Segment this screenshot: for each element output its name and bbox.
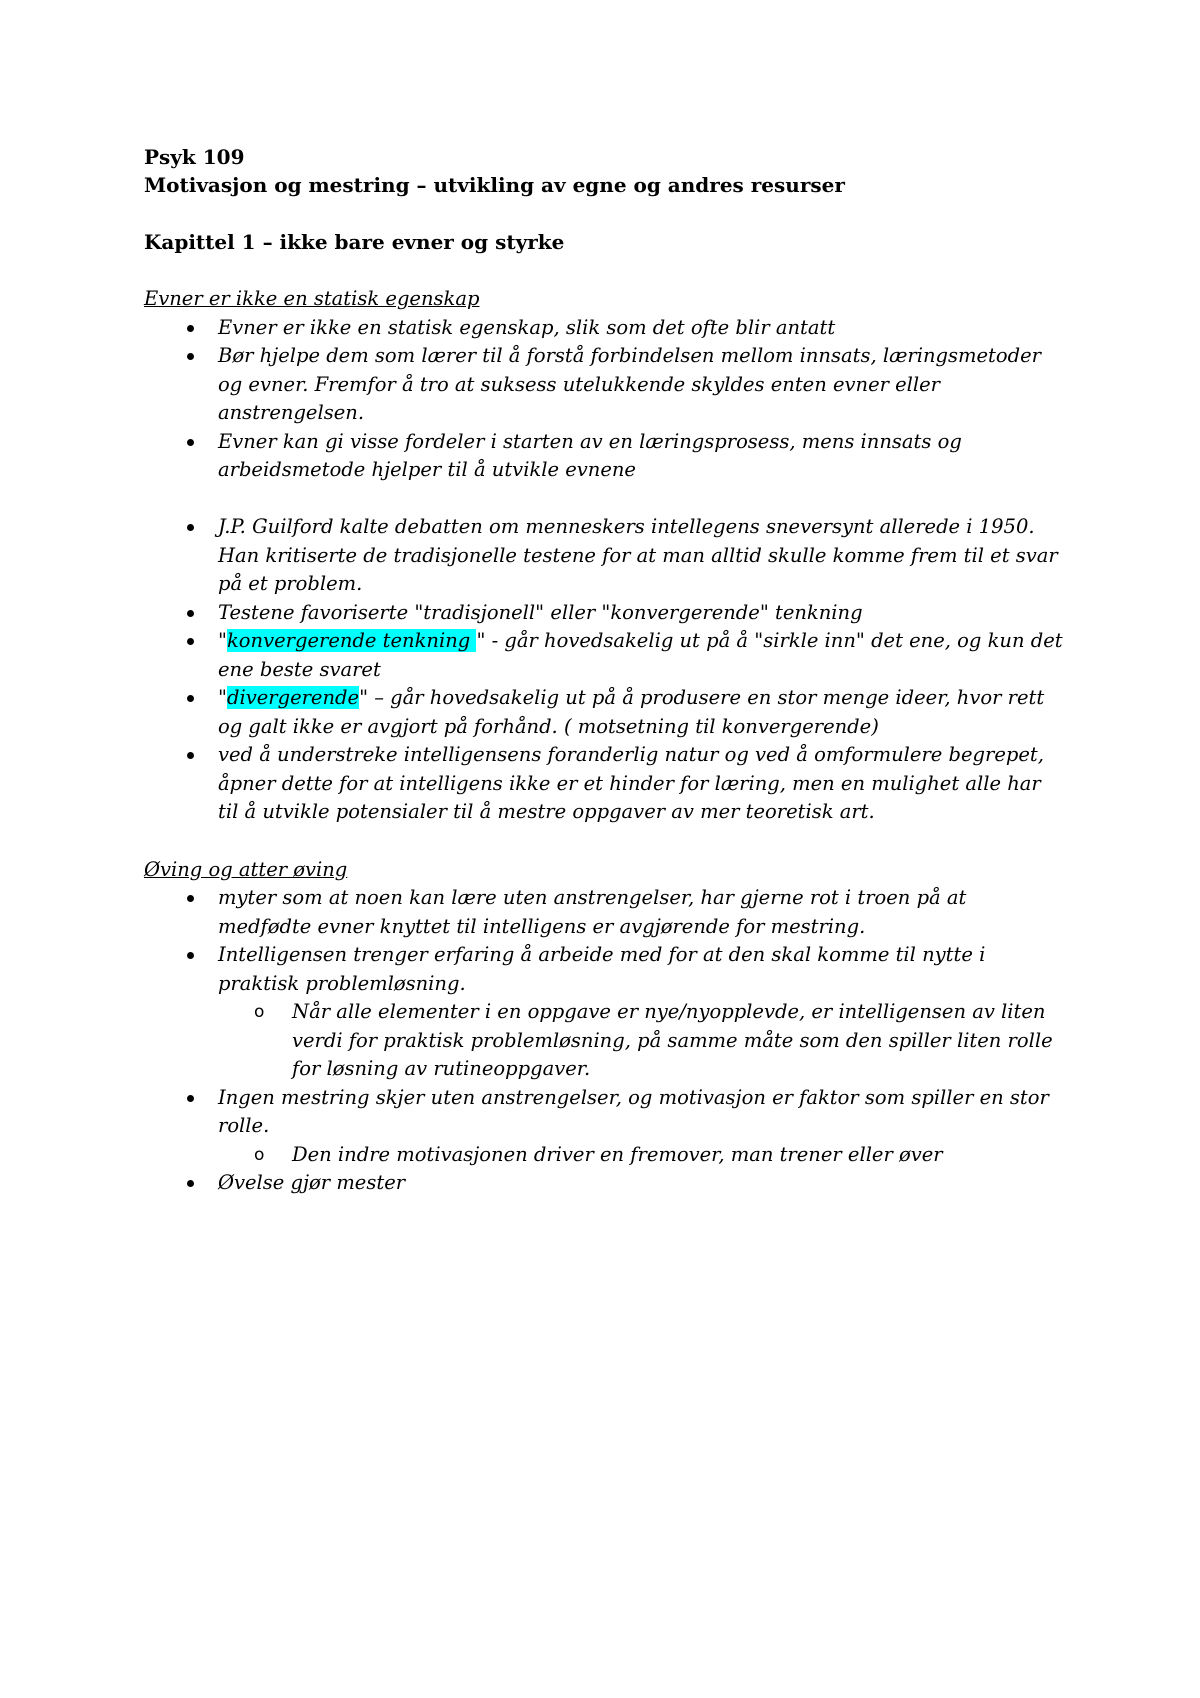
sub-list-item-text: Når alle elementer i en oppgave er nye/nyopplevde, er intelligensen av liten verdi for praktisk problemløsning, på samme måte som den spiller liten rolle for løsning av rutineoppgaver.: [292, 1000, 1053, 1080]
list-item: [144, 1084, 1064, 1141]
bullet-dot-icon: [187, 638, 194, 645]
list-item: [144, 884, 1064, 941]
document-body: [144, 143, 1064, 1198]
bullet-list-oving: [144, 884, 1064, 1198]
bullet-dot-icon: [187, 610, 194, 617]
sub-list-item: [144, 1141, 1064, 1170]
list-item-text: Intelligensen trenger erfaring å arbeide med for at den skal komme til nytte i praktisk problemløsning.: [218, 943, 986, 995]
bullet-dot-icon: [187, 695, 194, 702]
list-item: [144, 627, 1064, 684]
circle-outline-icon: o: [254, 1144, 265, 1165]
list-item-text: " – går hovedsakelig ut på å produsere en stor menge ideer, hvor rett og galt ikke er avgjort på forhånd. ( motsetning til konvergerende): [218, 686, 1045, 738]
list-item: [144, 428, 1064, 485]
list-item: [144, 342, 1064, 428]
bullet-list-evner: [144, 314, 1064, 827]
list-item: [144, 941, 1064, 998]
bullet-dot-icon: [187, 439, 194, 446]
list-item-text: ved å understreke intelligensens foranderlig natur og ved å omformulere begrepet, åpner dette for at intelligens ikke er et hinder for læring, men en mulighet alle har til å utvikle potensialer til å mestre oppgaver av mer teoretisk art.: [218, 743, 1044, 823]
circle-outline-icon: o: [254, 1002, 265, 1022]
list-item: [144, 741, 1064, 827]
list-item-text: Øvelse gjør mester: [218, 1171, 406, 1194]
bullet-dot-icon: [187, 1095, 194, 1102]
section-heading-oving: Øving og atter øving: [144, 857, 348, 881]
chapter-heading: Kapittel 1 – ikke bare evner og styrke: [144, 230, 565, 254]
list-item-text: Bør hjelpe dem som lærer til å forstå forbindelsen mellom innsats, læringsmetoder og evner. Fremfor å tro at suksess utelukkende skyldes enten evner eller anstrengelsen.: [218, 344, 1041, 424]
list-item: [144, 513, 1064, 599]
list-item: [144, 599, 1064, 628]
bullet-dot-icon: [187, 353, 194, 360]
bullet-dot-icon: [187, 1180, 194, 1187]
highlighted-term-konvergerende: konvergerende tenkning: [226, 629, 477, 652]
list-item-text: Evner kan gi visse fordeler i starten av en læringsprosess, mens innsats og arbeidsmetode hjelper til å utvikle evnene: [218, 429, 962, 481]
list-item-text: myter som at noen kan lære uten anstrengelser, har gjerne rot i troen på at medfødte evner knyttet til intelligens er avgjørende for mestring.: [218, 886, 967, 938]
list-item: [144, 684, 1064, 741]
document-subtitle: Motivasjon og mestring – utvikling av egne og andres resurser: [144, 173, 845, 197]
list-item-text: J.P. Guilford kalte debatten om menneskers intellegens sneversynt allerede i 1950. Han kritiserte de tradisjonelle testene for at man alltid skulle komme frem til et svar på et problem.: [218, 515, 1058, 595]
list-item-text: Testene favoriserte "tradisjonell" eller "konvergerende" tenkning: [218, 600, 863, 624]
list-item-text: Evner er ikke en statisk egenskap, slik som det ofte blir antatt: [218, 315, 836, 339]
highlighted-term-divergerende: divergerende: [226, 686, 360, 709]
list-item-text: " - går hovedsakelig ut på å "sirkle inn" det ene, og kun det ene beste svaret: [218, 629, 1063, 681]
sub-list-item-text: Den indre motivasjonen driver en fremover, man trener eller øver: [292, 1142, 943, 1166]
course-code: Psyk 109: [144, 145, 245, 169]
list-item: [144, 1169, 1064, 1198]
quote-mark: ": [218, 686, 227, 709]
list-item: [144, 314, 1064, 343]
bullet-dot-icon: [187, 325, 194, 332]
bullet-dot-icon: [187, 895, 194, 902]
section-heading-evner: Evner er ikke en statisk egenskap: [144, 287, 480, 310]
list-item-text: Ingen mestring skjer uten anstrengelser, og motivasjon er faktor som spiller en stor rolle.: [218, 1085, 1049, 1137]
bullet-dot-icon: [187, 952, 194, 959]
sub-list-item: [144, 998, 1064, 1084]
quote-mark: ": [218, 629, 227, 652]
bullet-dot-icon: [187, 524, 194, 531]
bullet-dot-icon: [187, 752, 194, 759]
